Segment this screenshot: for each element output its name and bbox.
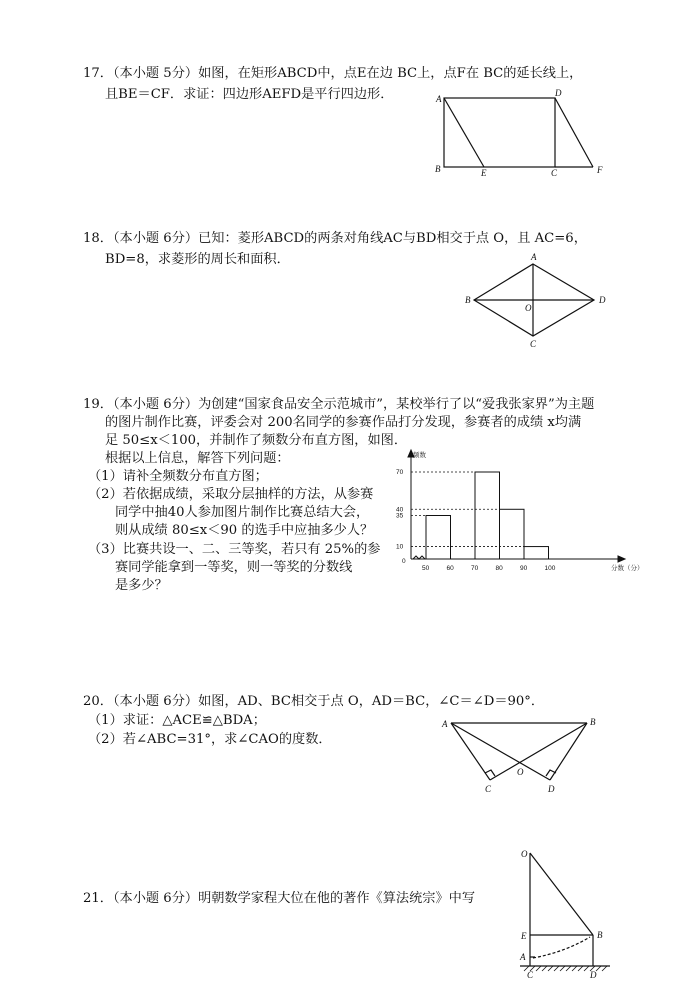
q20-line1: 20．（本小题 6分）如图，AD、BC相交于点 O，AD＝BC，∠C＝∠D＝90°． bbox=[83, 694, 545, 709]
q20-part1: （1）求证：△ACE≌△BDA； bbox=[88, 713, 266, 728]
q21-label-b: B bbox=[597, 930, 603, 940]
q19-line2: 的图片制作比赛，评委会对 200名同学的参赛作品打分发现，参赛者的成绩 x均满 bbox=[105, 415, 582, 430]
q21-label-o: O bbox=[521, 849, 528, 859]
q17-line2: 且BE＝CF．求证：四边形AEFD是平行四边形． bbox=[105, 87, 394, 102]
histogram-origin: 0 bbox=[402, 558, 406, 565]
q21-label-c: C bbox=[527, 970, 534, 980]
q17-line1: 17．（本小题 5分）如图，在矩形ABCD中，点E在边 BC上，点F在 BC的延长线上， bbox=[83, 66, 583, 81]
q20-label-c: C bbox=[485, 784, 492, 794]
histogram-xtick-100: 100 bbox=[544, 565, 556, 572]
q20-part2: （2）若∠ABC=31°，求∠CAO的度数． bbox=[88, 732, 332, 747]
q19-part3-b: 赛同学能拿到一等奖，则一等奖的分数线 bbox=[115, 560, 353, 575]
histogram-xtick-90: 90 bbox=[520, 565, 528, 572]
q21-label-e: E bbox=[521, 931, 527, 941]
q18-label-c: C bbox=[530, 339, 537, 349]
q20-label-d: D bbox=[548, 784, 555, 794]
q17-label-f: F bbox=[597, 165, 603, 175]
q20-label-a: A bbox=[442, 719, 448, 729]
q18-line1: 18．（本小题 6分）已知：菱形ABCD的两条对角线AC与BD相交于点 O，且 AC=6， bbox=[83, 231, 587, 246]
histogram-ytick-10: 10 bbox=[396, 543, 404, 551]
q17-label-e: E bbox=[481, 168, 487, 178]
q20-label-b: B bbox=[590, 717, 596, 727]
q17-label-b: B bbox=[435, 164, 441, 174]
q19-part1: （1）请补全频数分布直方图； bbox=[88, 469, 268, 484]
q19-part2-b: 同学中抽40人参加图片制作比赛总结大会， bbox=[115, 505, 370, 520]
q18-label-b: B bbox=[465, 295, 471, 305]
q17-label-d: D bbox=[555, 88, 562, 98]
q19-part2-c: 则从成绩 80≤x＜90 的选手中应抽多少人？ bbox=[115, 523, 374, 538]
q17-label-a: A bbox=[436, 94, 442, 104]
q19-line3: 足 50≤x＜100，并制作了频数分布直方图，如图． bbox=[105, 433, 408, 448]
histogram-xtick-80: 80 bbox=[495, 565, 503, 572]
histogram-xtick-70: 70 bbox=[471, 565, 479, 572]
histogram-xtick-60: 60 bbox=[446, 565, 454, 572]
histogram-xtick-50: 50 bbox=[422, 565, 430, 572]
histogram-ytick-40: 40 bbox=[396, 506, 404, 514]
histogram-ylabel: 频数 bbox=[413, 452, 426, 459]
histogram-xlabel: 分数（分） bbox=[611, 565, 644, 572]
q21-line1: 21．（本小题 6分）明朝数学家程大位在他的著作《算法统宗》中写 bbox=[83, 891, 476, 906]
q18-label-d: D bbox=[599, 295, 606, 305]
q19-line1: 19．（本小题 6分）为创建“国家食品安全示范城市”，某校举行了以“爱我张家界”为主题 bbox=[83, 397, 595, 412]
q17-label-c: C bbox=[551, 168, 558, 178]
q21-label-a: A bbox=[520, 952, 526, 962]
q19-part3-c: 是多少？ bbox=[115, 578, 168, 593]
q19-part3-a: （3）比赛共设一、二、三等奖，若只有 25%的参 bbox=[88, 542, 381, 557]
q18-label-o: O bbox=[525, 303, 532, 313]
histogram-ytick-70: 70 bbox=[396, 469, 404, 476]
q18-line2: BD=8，求菱形的周长和面积． bbox=[105, 252, 290, 267]
histogram-ytick-35: 35 bbox=[396, 512, 404, 520]
q18-label-a: A bbox=[531, 252, 537, 262]
q20-label-o: O bbox=[517, 767, 524, 777]
q19-line4: 根据以上信息，解答下列问题： bbox=[105, 451, 290, 466]
q19-part2-a: （2）若依据成绩，采取分层抽样的方法，从参赛 bbox=[88, 487, 374, 502]
q21-label-d: D bbox=[590, 970, 597, 980]
